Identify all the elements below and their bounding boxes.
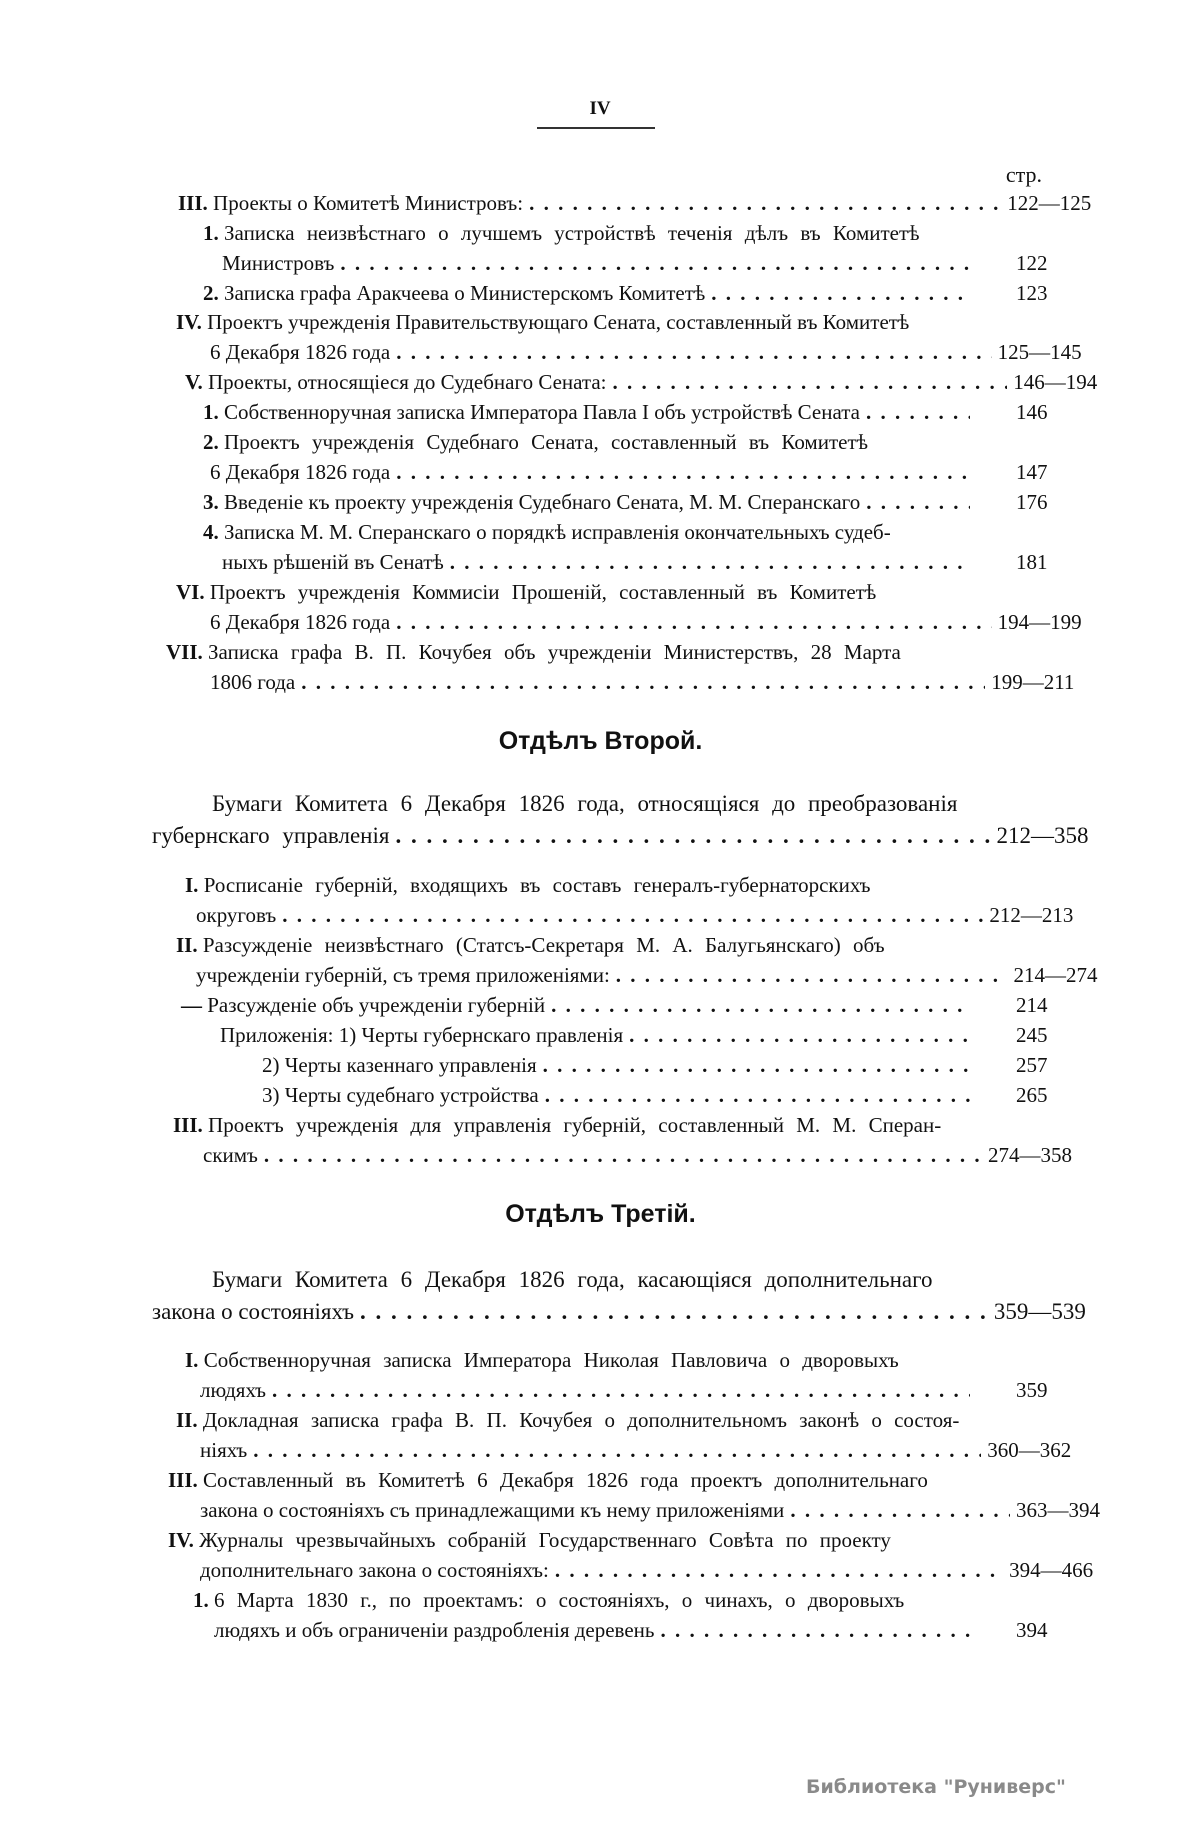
section-intro xyxy=(212,1263,972,1297)
dot-leader xyxy=(860,397,970,427)
entry-title: Проекты, относящіеся до Судебнаго Сената: xyxy=(207,370,607,394)
intro-continuation: губернскаго управленія xyxy=(152,823,390,848)
toc-entry-continuation xyxy=(203,1140,1073,1170)
entry-pages: 257 xyxy=(1016,1053,1048,1077)
entry-title: Проектъ учрежденія для управленія губерній, составленный М. М. Сперан- xyxy=(208,1113,942,1137)
entry-number: I. xyxy=(185,1348,199,1372)
dot-leader xyxy=(537,1050,970,1080)
entry-title: Разсужденіе неизвѣстнаго (Статсъ-Секретаря М. А. Балугьянскаго) объ xyxy=(202,933,885,957)
entry-title-continuation: учрежденіи губерній, съ тремя приложеніями: xyxy=(196,963,610,987)
toc-entry xyxy=(220,1020,1048,1050)
toc-entry xyxy=(203,517,963,547)
column-header-pages: стр. xyxy=(1005,162,1042,187)
toc-entry-continuation xyxy=(200,1495,1100,1525)
entry-dash: — xyxy=(181,993,202,1017)
toc-entry-continuation xyxy=(200,1435,1072,1465)
entry-number: III. xyxy=(168,1468,198,1492)
entry-pages: 394 xyxy=(1016,1618,1048,1642)
entry-pages: 123 xyxy=(1016,281,1048,305)
dot-leader xyxy=(390,337,991,367)
dot-leader xyxy=(276,900,983,930)
entry-pages: 194—199 xyxy=(997,610,1082,634)
entry-title-continuation: Министровъ xyxy=(222,251,335,275)
dot-leader xyxy=(334,248,970,278)
dot-leader xyxy=(784,1495,1010,1525)
toc-entry xyxy=(176,577,966,607)
entry-pages: 394—466 xyxy=(1009,1558,1094,1582)
dot-leader xyxy=(623,1020,970,1050)
entry-pages: 363—394 xyxy=(1016,1498,1100,1522)
toc-entry-continuation xyxy=(222,547,1048,577)
entry-title: Докладная записка графа В. П. Кочубея о дополнительномъ законѣ о состоя- xyxy=(202,1408,960,1432)
entry-title: Проекты о Комитетѣ Министровъ: xyxy=(213,191,524,215)
toc-entry xyxy=(193,1585,966,1615)
section-intro-continuation xyxy=(152,819,1089,853)
toc-entry-continuation xyxy=(196,960,1098,990)
intro-pages: 212—358 xyxy=(996,823,1089,848)
entry-title: Росписаніе губерній, входящихъ въ составъ генералъ-губернаторскихъ xyxy=(203,873,871,897)
entry-title: 2) Черты казеннаго управленія xyxy=(262,1053,537,1077)
entry-title: Составленный въ Комитетѣ 6 Декабря 1826 года проектъ дополнительнаго xyxy=(203,1468,928,1492)
entry-title: Записка М. М. Сперанскаго о порядкѣ исправленія окончательныхъ судеб- xyxy=(224,520,891,544)
dot-leader xyxy=(607,367,1008,397)
toc-entry xyxy=(185,367,1098,397)
dot-leader xyxy=(539,1080,970,1110)
toc-entry xyxy=(176,1405,966,1435)
dot-leader xyxy=(523,188,1001,218)
entry-title: Проектъ учрежденія Правительствующаго Сената, составленный въ Комитетѣ xyxy=(207,310,910,334)
entry-title: Собственноручная записка Императора Николая Павловича о дворовыхъ xyxy=(203,1348,899,1372)
toc-entry xyxy=(166,637,966,667)
dot-leader xyxy=(354,1295,988,1329)
entry-number: IV. xyxy=(176,310,202,334)
entry-title: Приложенія: 1) Черты губернскаго правленія xyxy=(220,1023,624,1047)
dot-leader xyxy=(860,487,970,517)
toc-entry xyxy=(185,870,965,900)
dot-leader xyxy=(705,278,970,308)
toc-entry xyxy=(203,427,963,457)
intro-text: Бумаги Комитета 6 Декабря 1826 года, касающіяся дополнительнаго xyxy=(212,1267,933,1292)
toc-entry-continuation xyxy=(210,607,1082,637)
entry-title-continuation: людяхъ и объ ограниченіи раздробленія деревень xyxy=(214,1618,655,1642)
toc-entry xyxy=(185,1345,965,1375)
toc-entry xyxy=(203,487,1048,517)
entry-pages: 125—145 xyxy=(997,340,1082,364)
entry-title: Проектъ учрежденія Коммисіи Прошеній, составленный въ Комитетѣ xyxy=(209,580,877,604)
entry-pages: 245 xyxy=(1016,1023,1048,1047)
toc-entry xyxy=(262,1080,1048,1110)
toc-entry xyxy=(181,990,1048,1020)
library-watermark: Библиотека "Руниверс" xyxy=(806,1776,1066,1798)
toc-entry-continuation xyxy=(200,1555,1094,1585)
toc-entry xyxy=(168,1465,966,1495)
toc-entry-continuation xyxy=(210,337,1082,367)
toc-entry-continuation xyxy=(210,457,1048,487)
entry-number: 3. xyxy=(203,490,219,514)
folio-rule xyxy=(537,127,655,129)
entry-number: 4. xyxy=(203,520,219,544)
entry-title: 6 Марта 1830 г., по проектамъ: о состояніяхъ, о чинахъ, о дворовыхъ xyxy=(214,1588,905,1612)
toc-entry-continuation xyxy=(196,900,1074,930)
entry-title-continuation: 6 Декабря 1826 года xyxy=(210,340,391,364)
dot-leader xyxy=(258,1140,982,1170)
entry-pages: 214—274 xyxy=(1013,963,1098,987)
section-intro xyxy=(212,787,972,821)
dot-leader xyxy=(655,1615,971,1645)
entry-title-continuation: дополнительнаго закона о состояніяхъ: xyxy=(200,1558,549,1582)
entry-number: VI. xyxy=(176,580,205,604)
page-folio: IV xyxy=(589,98,611,119)
toc-entry xyxy=(178,188,1092,218)
entry-title: Введеніе къ проекту учрежденія Судебнаго Сената, М. М. Сперанскаго xyxy=(224,490,861,514)
entry-pages: 181 xyxy=(1016,550,1048,574)
entry-number: 1. xyxy=(203,221,219,245)
entry-title: Проектъ учрежденія Судебнаго Сената, составленный въ Комитетѣ xyxy=(224,430,869,454)
entry-pages: 199—211 xyxy=(991,670,1075,694)
entry-title-continuation: 6 Декабря 1826 года xyxy=(210,610,391,634)
dot-leader xyxy=(389,819,990,853)
entry-title-continuation: ныхъ рѣшеній въ Сенатѣ xyxy=(222,550,444,574)
entry-title-continuation: 6 Декабря 1826 года xyxy=(210,460,391,484)
toc-entry xyxy=(262,1050,1048,1080)
entry-number: V. xyxy=(185,370,203,394)
entry-number: III. xyxy=(173,1113,203,1137)
dot-leader xyxy=(390,607,991,637)
intro-pages: 359—539 xyxy=(993,1299,1086,1324)
toc-entry-continuation xyxy=(222,248,1048,278)
entry-pages: 359 xyxy=(1016,1378,1048,1402)
entry-pages: 360—362 xyxy=(987,1438,1072,1462)
entry-title-continuation: людяхъ xyxy=(200,1378,267,1402)
entry-pages: 212—213 xyxy=(989,903,1074,927)
entry-number: III. xyxy=(178,191,208,215)
entry-pages: 147 xyxy=(1016,460,1048,484)
entry-pages: 274—358 xyxy=(988,1143,1073,1167)
section-title-part3: Отдѣлъ Третій. xyxy=(505,1200,696,1228)
entry-pages: 176 xyxy=(1016,490,1048,514)
entry-title: Разсужденіе объ учрежденіи губерній xyxy=(207,993,546,1017)
entry-pages: 122—125 xyxy=(1007,191,1092,215)
toc-entry xyxy=(203,397,1048,427)
entry-pages: 146 xyxy=(1016,400,1048,424)
intro-continuation: закона о состояніяхъ xyxy=(152,1299,354,1324)
dot-leader xyxy=(247,1435,981,1465)
toc-entry xyxy=(173,1110,966,1140)
entry-title: Записка графа Аракчеева о Министерскомъ Комитетѣ xyxy=(224,281,706,305)
entry-number: 2. xyxy=(203,430,219,454)
dot-leader xyxy=(444,547,970,577)
dot-leader xyxy=(545,990,970,1020)
entry-title-continuation: 1806 года xyxy=(210,670,296,694)
toc-entry xyxy=(203,278,1048,308)
entry-title-continuation: ніяхъ xyxy=(200,1438,248,1462)
entry-title-continuation: округовъ xyxy=(196,903,277,927)
entry-number: IV. xyxy=(168,1528,194,1552)
entry-title-continuation: скимъ xyxy=(203,1143,258,1167)
entry-number: 1. xyxy=(203,400,219,424)
dot-leader xyxy=(610,960,1008,990)
section-title-part2: Отдѣлъ Второй. xyxy=(498,727,703,755)
entry-pages: 122 xyxy=(1016,251,1048,275)
dot-leader xyxy=(390,457,970,487)
entry-title: Собственноручная записка Императора Павла I объ устройствѣ Сената xyxy=(224,400,860,424)
entry-title: Журналы чрезвычайныхъ собраній Государственнаго Совѣта по проекту xyxy=(199,1528,891,1552)
entry-number: 1. xyxy=(193,1588,209,1612)
entry-number: VII. xyxy=(166,640,203,664)
dot-leader xyxy=(295,667,985,697)
entry-number: II. xyxy=(176,933,198,957)
dot-leader xyxy=(549,1555,1003,1585)
entry-pages: 265 xyxy=(1016,1083,1048,1107)
toc-entry xyxy=(203,218,963,248)
toc-entry-continuation xyxy=(214,1615,1048,1645)
toc-entry xyxy=(176,307,966,337)
entry-title: 3) Черты судебнаго устройства xyxy=(262,1083,539,1107)
entry-number: I. xyxy=(185,873,199,897)
toc-entry xyxy=(176,930,966,960)
entry-number: II. xyxy=(176,1408,198,1432)
entry-title: Записка неизвѣстнаго о лучшемъ устройствѣ теченія дѣлъ въ Комитетѣ xyxy=(224,221,920,245)
entry-pages: 214 xyxy=(1016,993,1048,1017)
toc-entry-continuation xyxy=(200,1375,1048,1405)
toc-entry-continuation xyxy=(210,667,1075,697)
entry-title: Записка графа В. П. Кочубея объ учрежденіи Министерствъ, 28 Марта xyxy=(208,640,901,664)
toc-entry xyxy=(168,1525,966,1555)
entry-title-continuation: закона о состояніяхъ съ принадлежащими къ нему приложеніями xyxy=(200,1498,785,1522)
entry-pages: 146—194 xyxy=(1013,370,1098,394)
section-intro-continuation xyxy=(152,1295,1086,1329)
entry-number: 2. xyxy=(203,281,219,305)
intro-text: Бумаги Комитета 6 Декабря 1826 года, относящіяся до преобразованія xyxy=(212,791,958,816)
dot-leader xyxy=(266,1375,970,1405)
